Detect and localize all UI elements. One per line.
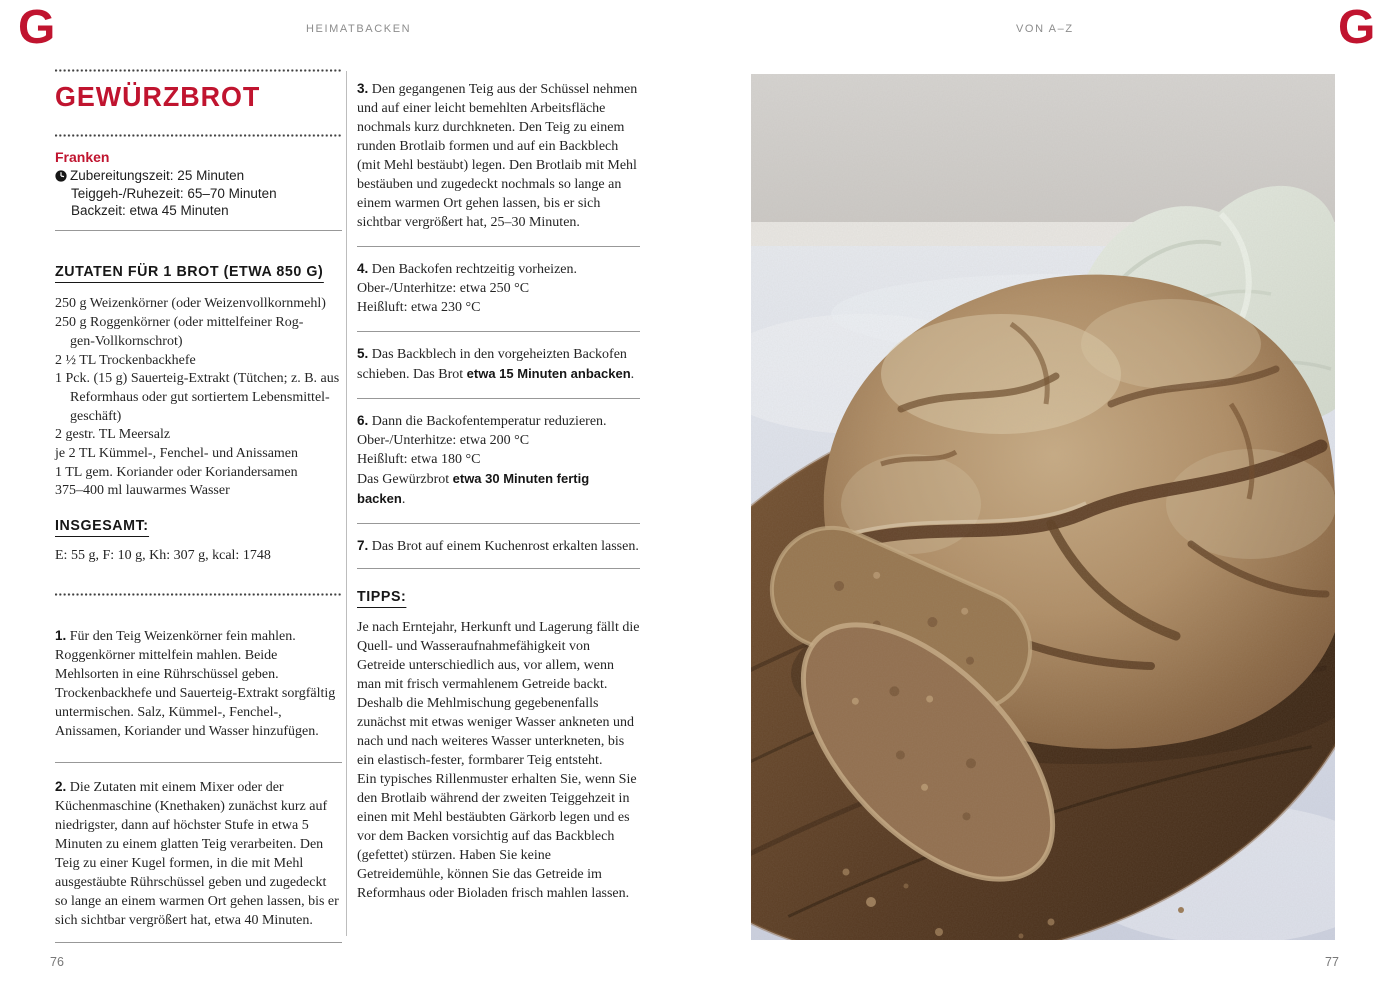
step-text: Für den Teig Weizenkörner fein mahlen. Roggenkörner mittelfein mahlen. Beide Mehlsorten in eine Rührschüssel geben. Trockenbackhefe und Sauerteig-Extrakt sorgfältig untermischen. Salz, Kümmel-, Fenchel-, Anissamen, Koriander und Wasser hinzufügen. <box>55 629 336 740</box>
dotted-rule <box>55 593 342 596</box>
step-text: Das Backblech in den vorgeheizten Backofen schieben. Das Brot <box>357 347 627 382</box>
step-text: Das Brot auf einem Kuchenrost erkalten lassen. <box>371 539 639 554</box>
step-number: 3. <box>357 81 369 96</box>
step-text: . <box>401 492 406 507</box>
chapter-letter-left: G <box>18 1 56 54</box>
step-2 <box>55 777 342 930</box>
step-number: 4. <box>357 261 369 276</box>
rule <box>357 523 640 524</box>
step-text: Dann die Backofentemperatur reduzieren. <box>371 414 607 429</box>
oven-setting: Heißluft: etwa 180 °C <box>357 452 481 467</box>
rule <box>357 398 640 399</box>
dotted-rule <box>55 134 342 137</box>
step-text: Die Zutaten mit einem Mixer oder der Küchenmaschine (Knethaken) zunächst kurz auf niedrigster, dann auf höchster Stufe in etwa 5 Minuten zu einem glatten Teig verarbeiten. Den Teig zu einer Kugel formen, in die mit Mehl ausgestäubte Rührschüssel geben und zugedeckt so lange an einem warmen Ort gehen lassen, bis er sich sichtbar vergrößert hat, etwa 40 Minuten. <box>55 780 339 929</box>
region-label: Franken <box>55 149 110 166</box>
step-text-bold: etwa 30 Minuten fertig backen <box>357 471 590 506</box>
rule <box>55 230 342 231</box>
step-3 <box>357 79 640 232</box>
clock-icon <box>55 170 67 187</box>
ingredient-line: 250 g Roggenkörner (oder mittelfeiner Rog- <box>55 315 304 331</box>
step-number: 5. <box>357 346 369 361</box>
tips-paragraph: Je nach Erntejahr, Herkunft und Lagerung fällt die Quell- und Wasseraufnahmefähigkeit von Getreide unterschiedlich aus, vor allem, wenn man mit frisch vermahlenem Getreide backt. Deshalb die Mehlmischung gegebenenfalls zunächst mit etwas weniger Wasser ankneten und nach und nach weiteres Wasser unterkneten, bis ein elastisch-fester, formbarer Teig entsteht. <box>357 620 640 768</box>
step-number: 7. <box>357 538 369 553</box>
rule <box>55 762 342 763</box>
time-info <box>55 168 342 219</box>
step-5 <box>357 344 640 384</box>
step-text: Das Gewürzbrot <box>357 472 453 487</box>
ingredient-line: 2 ½ TL Trockenbackhefe <box>55 352 196 368</box>
step-text: Den Backofen rechtzeitig vorheizen. <box>371 262 578 277</box>
ingredients-list <box>55 295 342 501</box>
step-number: 2. <box>55 779 67 795</box>
step-6 <box>357 411 640 509</box>
oven-setting: Ober-/Unterhitze: etwa 200 °C <box>357 433 530 448</box>
step-text: . <box>630 367 635 382</box>
step-text: Den gegangenen Teig aus der Schüssel nehmen und auf einer leicht bemehlten Arbeitsfläche nochmals kurz durchkneten. Den Teig zu einem runden Brotlaib formen und auf ein Backblech (mit Mehl bestäubt) legen. Den Brotlaib mit Mehl bestäuben und zugedeckt nochmals so lange an einem warmen Ort gehen lassen, bis er sich sichtbar vergrößert hat, 25–30 Minuten. <box>357 82 638 230</box>
tips-paragraph: Ein typisches Rillenmuster erhalten Sie, wenn Sie den Brotlaib während der zweiten Teiggehzeit in einen mit Mehl bestäubten Gärkorb legen und es vor dem Backen vorsichtig auf das Backblech (gefettet) stürzen. Haben Sie keine Getreidemühle, können Sie das Getreide im Reformhaus oder Bioladen frisch mahlen lassen. <box>357 772 637 901</box>
nutrition-values: E: 55 g, F: 10 g, Kh: 307 g, kcal: 1748 <box>55 548 271 564</box>
page-number-left: 76 <box>50 955 64 969</box>
ingredient-line: gen-Vollkornschrot) <box>70 333 183 349</box>
step-7 <box>357 536 640 556</box>
rise-time: Teiggeh-/Ruhezeit: 65–70 Minuten <box>71 186 277 202</box>
ingredient-line: 1 Pck. (15 g) Sauerteig-Extrakt (Tütchen; z. B. aus <box>55 371 340 387</box>
prep-time: Zubereitungszeit: 25 Minuten <box>55 168 342 186</box>
oven-setting: Heißluft: etwa 230 °C <box>357 300 481 315</box>
rule <box>357 331 640 332</box>
column-divider <box>346 71 347 936</box>
ingredient-line: geschäft) <box>70 408 122 424</box>
rule <box>357 246 640 247</box>
ingredient-line: Reformhaus oder gut sortiertem Lebensmittel- <box>70 389 330 405</box>
dotted-rule <box>55 69 342 72</box>
ingredient-line: 2 gestr. TL Meersalz <box>55 427 171 443</box>
tips-heading: TIPPS: <box>357 588 406 608</box>
ingredient-line: 375–400 ml lauwarmes Wasser <box>55 483 230 499</box>
ingredient-line: 1 TL gem. Koriander oder Koriandersamen <box>55 464 298 480</box>
running-head-right: VON A–Z <box>1016 23 1074 35</box>
step-4 <box>357 259 640 317</box>
ingredient-line: 250 g Weizenkörner (oder Weizenvollkornmehl) <box>55 296 326 312</box>
running-head-left: HEIMATBACKEN <box>306 23 412 35</box>
totals-heading: INSGESAMT: <box>55 517 149 537</box>
chapter-letter-right: G <box>1338 1 1376 54</box>
ingredient-line: je 2 TL Kümmel-, Fenchel- und Anissamen <box>55 446 299 462</box>
rule <box>357 568 640 569</box>
recipe-info-column <box>55 69 342 943</box>
method-column <box>357 74 640 903</box>
step-number: 6. <box>357 413 369 428</box>
bake-time: Backzeit: etwa 45 Minuten <box>71 202 229 218</box>
step-number: 1. <box>55 628 67 644</box>
ingredients-heading: ZUTATEN FÜR 1 BROT (ETWA 850 G) <box>55 263 323 283</box>
page-number-right: 77 <box>1325 955 1339 969</box>
oven-setting: Ober-/Unterhitze: etwa 250 °C <box>357 281 530 296</box>
recipe-title: GEWÜRZBROT <box>55 81 261 112</box>
step-text-bold: etwa 15 Minuten anbacken <box>466 366 631 381</box>
rule <box>55 942 342 943</box>
step-1 <box>55 626 342 741</box>
bread-photo <box>751 74 1335 940</box>
